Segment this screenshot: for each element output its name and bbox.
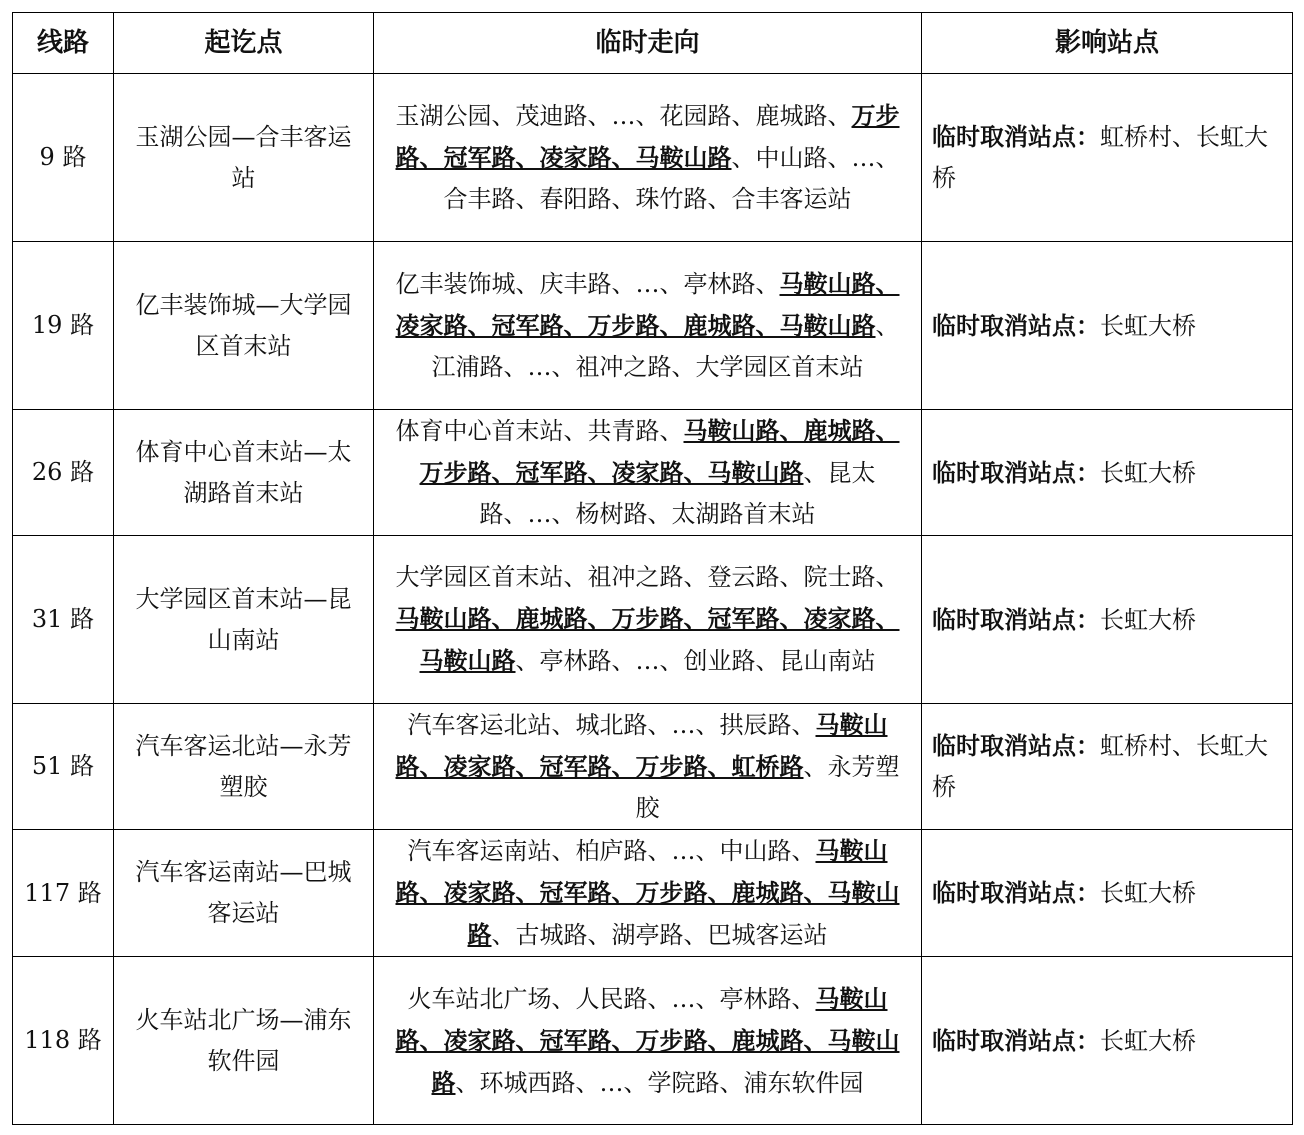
route-text: 体育中心首末站、共青路、: [395, 417, 684, 445]
route-text: 玉湖公园、茂迪路、…、花园路、鹿城路、: [395, 102, 852, 130]
table-row: [13, 74, 1293, 242]
route-highlight: 马鞍山路、鹿城路、万步路、冠军路、凌家路、马鞍山路: [419, 416, 900, 487]
route-text: 、永芳塑胶: [635, 753, 900, 822]
affected-stops-cell: [922, 957, 1293, 1125]
table-row: [13, 830, 1293, 957]
table-header-row: [13, 13, 1293, 74]
header-endpoints: 起讫点: [114, 13, 374, 74]
line-cell: 51 路: [13, 704, 114, 830]
route-text: 、江浦路、…、祖冲之路、大学园区首末站: [431, 312, 900, 381]
endpoints-cell: 玉湖公园—合丰客运站: [114, 74, 374, 242]
route-cell: [374, 74, 922, 242]
route-cell: [374, 242, 922, 410]
route-cell: [374, 410, 922, 536]
affected-stops: 虹桥村、长虹大桥: [932, 732, 1268, 801]
route-highlight: 马鞍山路、凌家路、冠军路、万步路、虹桥路: [395, 710, 888, 781]
route-text: 、环城西路、…、学院路、浦东软件园: [455, 1068, 864, 1097]
line-cell: 19 路: [13, 242, 114, 410]
route-text: 汽车客运南站、柏庐路、…、中山路、: [407, 837, 816, 865]
table-row: [13, 704, 1293, 830]
cancel-label: 临时取消站点：: [932, 1025, 1100, 1055]
affected-stops-cell: [922, 704, 1293, 830]
route-cell: [374, 704, 922, 830]
line-cell: 117 路: [13, 830, 114, 957]
route-text: 、亭林路、…、创业路、昆山南站: [515, 647, 876, 675]
cancel-label: 临时取消站点：: [932, 310, 1100, 340]
header-line: 线路: [13, 13, 114, 74]
affected-stops-cell: [922, 830, 1293, 957]
endpoints-cell: 大学园区首末站—昆山南站: [114, 536, 374, 704]
route-highlight: 万步路、冠军路、凌家路、马鞍山路: [395, 101, 900, 172]
table-row: [13, 242, 1293, 410]
affected-stops: 长虹大桥: [1100, 311, 1196, 340]
cancel-label: 临时取消站点：: [932, 457, 1100, 487]
affected-stops: 虹桥村、长虹大桥: [932, 123, 1268, 192]
affected-stops-cell: [922, 242, 1293, 410]
endpoints-cell: 体育中心首末站—太湖路首末站: [114, 410, 374, 536]
affected-stops: 长虹大桥: [1100, 879, 1196, 907]
affected-stops-cell: [922, 536, 1293, 704]
table-row: [13, 536, 1293, 704]
affected-stops-cell: [922, 410, 1293, 536]
cancel-label: 临时取消站点：: [932, 731, 1100, 760]
route-text: 亿丰装饰城、庆丰路、…、亭林路、: [395, 270, 780, 298]
header-affected-stops: 影响站点: [922, 13, 1293, 74]
cancel-label: 临时取消站点：: [932, 878, 1100, 907]
route-cell: [374, 536, 922, 704]
line-cell: 118 路: [13, 957, 114, 1125]
line-cell: 31 路: [13, 536, 114, 704]
affected-stops: 长虹大桥: [1100, 605, 1196, 634]
endpoints-cell: 汽车客运北站—永芳塑胶: [114, 704, 374, 830]
route-highlight: 马鞍山路、凌家路、冠军路、万步路、鹿城路、马鞍山路: [395, 269, 900, 340]
route-text: 汽车客运北站、城北路、…、拱辰路、: [407, 711, 816, 739]
affected-stops: 长虹大桥: [1100, 458, 1196, 487]
cancel-label: 临时取消站点：: [932, 604, 1100, 634]
affected-stops-cell: [922, 74, 1293, 242]
route-cell: [374, 957, 922, 1125]
endpoints-cell: 汽车客运南站—巴城客运站: [114, 830, 374, 957]
header-temporary-route: 临时走向: [374, 13, 922, 74]
route-text: 、中山路、…、合丰路、春阳路、珠竹路、合丰客运站: [443, 144, 900, 213]
endpoints-cell: 亿丰装饰城—大学园区首末站: [114, 242, 374, 410]
route-change-table: [12, 12, 1293, 1125]
route-highlight: 马鞍山路、凌家路、冠军路、万步路、鹿城路、马鞍山路: [395, 836, 900, 949]
route-text: 、昆太路、…、杨树路、太湖路首末站: [479, 459, 876, 528]
route-text: 、古城路、湖亭路、巴城客运站: [491, 921, 828, 949]
table-row: [13, 957, 1293, 1125]
line-cell: 26 路: [13, 410, 114, 536]
line-cell: 9 路: [13, 74, 114, 242]
table-row: [13, 410, 1293, 536]
route-text: 火车站北广场、人民路、…、亭林路、: [407, 984, 816, 1013]
affected-stops: 长虹大桥: [1100, 1026, 1196, 1055]
route-highlight: 马鞍山路、鹿城路、万步路、冠军路、凌家路、马鞍山路: [395, 604, 900, 675]
endpoints-cell: 火车站北广场—浦东软件园: [114, 957, 374, 1125]
route-text: 大学园区首末站、祖冲之路、登云路、院士路、: [395, 563, 900, 591]
cancel-label: 临时取消站点：: [932, 122, 1100, 151]
route-highlight: 马鞍山路、凌家路、冠军路、万步路、鹿城路、马鞍山路: [395, 983, 900, 1097]
route-cell: [374, 830, 922, 957]
